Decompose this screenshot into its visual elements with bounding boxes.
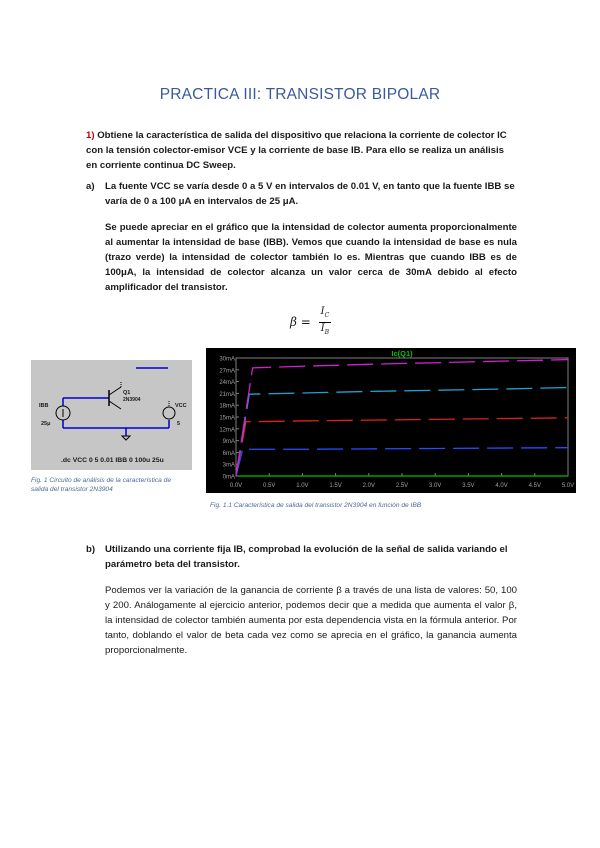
series-line-ibb-75u bbox=[236, 388, 568, 477]
item-a-marker: a) bbox=[86, 181, 95, 192]
beta-formula bbox=[290, 306, 331, 339]
y-tick-label: 9mA bbox=[222, 439, 235, 446]
ic-plot-svg bbox=[206, 348, 576, 493]
circuit-diagram bbox=[31, 360, 192, 470]
transistor-name: Q1 bbox=[123, 390, 131, 396]
y-tick-label: 21mA bbox=[219, 391, 235, 398]
x-tick-label: 0.0V bbox=[229, 483, 243, 489]
plot-title: Ic(Q1) bbox=[391, 349, 413, 358]
x-tick-label: 3.0V bbox=[429, 483, 442, 489]
fig11-caption: Fig. 1.1 Característica de salida del transistor 2N3904 en función de IBB bbox=[210, 502, 422, 509]
formula-lhs: β = bbox=[290, 315, 311, 329]
x-tick-label: 3.5V bbox=[462, 483, 475, 489]
transistor-model: 2N3904 bbox=[123, 397, 141, 403]
circuit-schematic bbox=[31, 360, 192, 470]
y-tick-label: 27mA bbox=[219, 368, 235, 375]
item-b-text: Utilizando una corriente fija IB, comprobad la evolución de la señal de salida variando el parámetro beta del transistor. bbox=[105, 544, 508, 570]
y-tick-label: 6mA bbox=[222, 450, 235, 457]
series-line-ibb-25u bbox=[236, 448, 568, 476]
vcc-name: VCC bbox=[175, 403, 187, 409]
x-tick-label: 0.5V bbox=[263, 483, 276, 489]
y-tick-label: 15mA bbox=[219, 415, 235, 422]
question-1 bbox=[86, 128, 516, 173]
x-tick-label: 1.5V bbox=[329, 483, 342, 489]
y-tick-label: 30mA bbox=[219, 356, 235, 363]
vcc-value: 5 bbox=[177, 421, 181, 427]
item-b-explanation: Podemos ver la variación de la ganancia de corriente β a través de una lista de valores: 50, 100 y 200. Análogamente al ejercicio anterior, podemos decir que a medida que aumenta el valor β, la intensidad de colector también aumenta por esta dependencia vista en la fórmula anterior. Por tanto, doblando el valor de beta cada vez como se aprecia en el gráfico, la ganancia aumenta proporcionalmente. bbox=[105, 585, 517, 656]
y-tick-label: 18mA bbox=[219, 403, 235, 410]
fig1-caption: Fig. 1 Circuito de análisis de la característica de salida del transistor 2N3904 bbox=[31, 477, 171, 493]
spice-directive: .dc VCC 0 5 0.01 IBB 0 100u 25u bbox=[61, 457, 164, 464]
source-value: 25μ bbox=[41, 421, 51, 427]
source-name: IBB bbox=[39, 403, 49, 409]
item-a-explanation: Se puede apreciar en el gráfico que la intensidad de colector aumenta proporcionalmente al aumentar la intensidad de base (IBB). Vemos que cuando la intensidad de base es nula (trazo verde) la intensidad de colector también lo es. Mientras que cuando IBB es de 100μA, la intensidad de colector alcanza un valor cerca de 30mA debido al efecto amplificador del transistor. bbox=[105, 222, 517, 293]
y-tick-label: 0mA bbox=[222, 474, 235, 481]
x-tick-label: 2.5V bbox=[395, 483, 409, 489]
x-tick-label: 4.5V bbox=[528, 483, 541, 489]
x-tick-label: 5.0V bbox=[561, 483, 575, 489]
x-tick-label: 4.0V bbox=[495, 483, 508, 489]
x-tick-label: 1.0V bbox=[296, 483, 309, 489]
item-a-text: La fuente VCC se varía desde 0 a 5 V en intervalos de 0.01 V, en tanto que la fuente IBB se varía de 0 a 100 μA en intervalos de 25 μA. bbox=[105, 181, 515, 207]
page-title: PRACTICA III: TRANSISTOR BIPOLAR bbox=[159, 86, 441, 103]
x-tick-label: 2.0V bbox=[362, 483, 375, 489]
question-number: 1) bbox=[86, 130, 95, 141]
formula-fraction: $\frac{I_C}{I_B}$ bbox=[320, 306, 330, 336]
y-tick-label: 24mA bbox=[219, 380, 235, 387]
series-line-ibb-50u bbox=[236, 418, 568, 476]
plot-frame bbox=[236, 358, 568, 476]
question-text: Obtiene la característica de salida del dispositivo que relaciona la corriente de colector IC con la tensión colector-emisor VCE y la corriente de base IB. Para ello se realiza un análisis en corriente continua DC Sweep. bbox=[86, 130, 507, 171]
item-b-marker: b) bbox=[86, 544, 96, 555]
ic-plot bbox=[206, 348, 576, 493]
y-tick-label: 12mA bbox=[219, 427, 235, 434]
y-tick-label: 3mA bbox=[222, 462, 235, 469]
